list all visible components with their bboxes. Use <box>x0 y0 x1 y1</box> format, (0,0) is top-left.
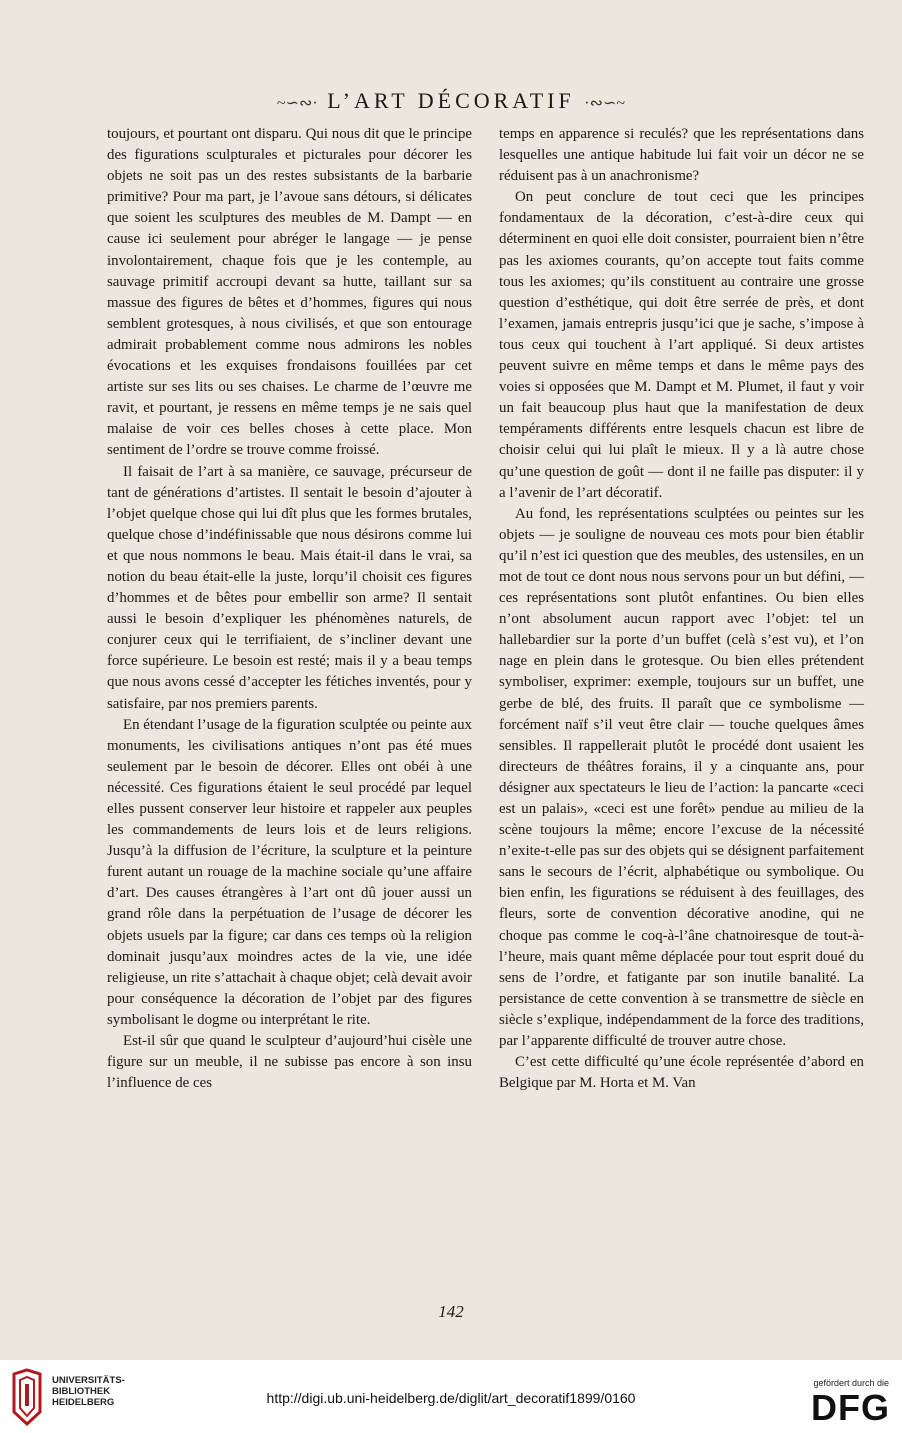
page-number: 142 <box>438 1302 464 1321</box>
paragraph: On peut conclure de tout ceci que les principes fondamentaux de la décoration, c’est-à-dire ceux qui déterminent en quoi elle doit consister, pourraient bien n’être pas les axiomes courants, qu’on accepte tout faits comme tous les axiomes; qu’ils constituent au contraire une grosse question d’esthétique, qui doit être serrée de près, et dont l’examen, jamais entrepris jusqu’ici que je sache, s’impose à tous ceux qui touchent à l’art appliqué. Si deux artistes peuvent suivre en même temps et dans le même pays des voies si opposées que M. Dampt et M. Plumet, il faut y voir un fait beaucoup plus haut que la manifestation de deux tempéraments différents entre lesquels chacun est libre de choisir celui qui lui plaît le mieux. Il y a là autre chose qu’une question de goût — dont il ne faille pas disputer: il y a l’avenir de l’art décoratif. <box>499 189 864 501</box>
journal-title: L’ART DÉCORATIF <box>327 88 575 113</box>
digitization-footer <box>0 1360 902 1433</box>
ornament-right: ·∾∽~ <box>584 95 626 112</box>
paragraph: C’est cette difficulté qu’une école représentée d’abord en Belgique par M. Horta et M. Van <box>499 1054 864 1092</box>
right-column <box>499 124 864 1094</box>
paragraph: Il faisait de l’art à sa manière, ce sauvage, précurseur de tant de générations d’artistes. Il sentait le besoin d’ajouter à l’objet quelque chose qui lui dît plus que les formes brutales, quelque chose d’indéfinissable que nous désirons comme lui et que nous nommons le beau. Mais était-il dans le vrai, sa notion du beau était-elle la juste, lorqu’il choisit ces figures d’hommes et de bêtes pour embellir son arme? Il sentait aussi le besoin d’expliquer les phénomènes naturels, de conjurer ceux qui le terrifiaient, de s’incliner devant une force supérieure. Le besoin est resté; mais il y a beau temps que nous avons cessé d’accepter les fétiches inventés, pour y satisfaire, par nos premiers parents. <box>107 463 472 712</box>
paragraph: Au fond, les représentations sculptées ou peintes sur les objets — je souligne de nouveau ces mots pour bien établir qu’il n’est ici question que des meubles, des ustensiles, en un mot de tout ce dont nous nous servons pour un but défini, — ces représentations sont plutôt enfantines. Ou bien elles n’ont absolument aucun rapport avec l’objet: tel un hallebardier sur la porte d’un buffet (celà s’est vu), et l’on nage en plein dans le grotesque. Ou bien elles prétendent symboliser, exprimer: exemple, toujours sur un buffet, une gerbe de blé, des fruits. Il paraît que ce symbolisme — forcément naïf s’il veut être clair — touche quelques âmes sensibles. Il rappellerait plutôt le procédé dont usaient les directeurs de théâtres forains, il y a cinquante ans, pour désigner aux spectateurs le lieu de l’action: la pancarte «ceci est un palais», «ceci est une forêt» pendue au milieu de la scène toujours la même; encore l’excuse de la nécessité n’exite-t-elle pas sur des objets qui se désignent parfaitement sans le secours de l’écrit, alphabétique ou symbolique. Ou bien enfin, les figurations se réduisent à des feuillages, des fleurs, sorte de convention décorative anodine, qui ne choque pas comme le coq-à-l’âne chatnoiresque de tout-à-l’heure, mais quant même déplacée pour tout esprit doué du sens de l’ordre, et fatigante par son inutile banalité. La persistance de cette convention à se transmettre de siècle en siècle s’explique, indépendamment de la force des traditions, par l’apparente difficulté de trouver autre chose. <box>499 505 864 1050</box>
paragraph: temps en apparence si reculés? que les représentations dans lesquelles une antique habitude lui fait voir un décor ne se réduisent pas à un anachronisme? <box>499 126 864 185</box>
ornament-left: ~∽∾· <box>276 95 318 112</box>
paragraph: En étendant l’usage de la figuration sculptée ou peinte aux monuments, les civilisations antiques n’ont pas été mues seulement par le besoin de décorer. Elles ont obéi à une nécessité. Ces figurations étaient le seul procédé par lequel elles pussent conserver leur histoire et rappeler aux peuples les commandements de leurs lois et de leurs religions. Jusqu’à la diffusion de l’écriture, la sculpture et la peinture furent autant un rouage de la machine sociale qu’une affaire d’art. Des causes étrangères à l’art ont dû jouer aussi un grand rôle dans la perpétuation de l’usage de décorer les objets usuels par la figure; car dans ces temps où la religion dominait jusqu’aux moindres actes de la vie, une idée religieuse, un rite s’attachait à chaque objet; celà devait avoir pour conséquence la décoration de l’objet par des figures symbolisant le dogme ou interprétant le rite. <box>107 716 472 1028</box>
funding-caption: gefördert durch die <box>813 1378 889 1388</box>
paragraph: Est-il sûr que quand le sculpteur d’aujourd’hui cisèle une figure sur un meuble, il ne subisse pas encore à son insu l’influence de ces <box>107 1033 472 1092</box>
paragraph: toujours, et pourtant ont disparu. Qui nous dit que le principe des figurations sculpturales et picturales pour décorer les objets ne soit pas un des restes subsistants de la barbarie primitive? Pour ma part, je l’avoue sans détours, si délicates que soient les sculptures des meubles de M. Dampt — en cause ici seulement pour abréger le langage — je pense involontairement, chaque fois que je les contemple, au sauvage primitif accroupi devant sa hutte, taillant sur sa massue des figures de bêtes et d’hommes, figures qui nous semblent grotesques, à nous civilisés, et que son entourage admirait probablement comme nous admirons les nobles évocations et les exquises frondaisons fouillées par cet artiste sur ses lits ou ses chaises. Le charme de l’œuvre me ravit, et pourtant, je ressens en même temps je ne sais quel malaise de voir ces belles choses à cette place. Mon sentiment de l’ordre se trouve comme froissé. <box>107 126 472 459</box>
running-header <box>0 88 902 114</box>
left-column <box>107 124 472 1094</box>
permalink[interactable]: http://digi.ub.uni-heidelberg.de/diglit/art_decoratif1899/0160 <box>266 1390 636 1406</box>
dfg-logo: DFG <box>811 1387 890 1428</box>
library-name: UNIVERSITÄTS- BIBLIOTHEK HEIDELBERG <box>52 1375 125 1408</box>
